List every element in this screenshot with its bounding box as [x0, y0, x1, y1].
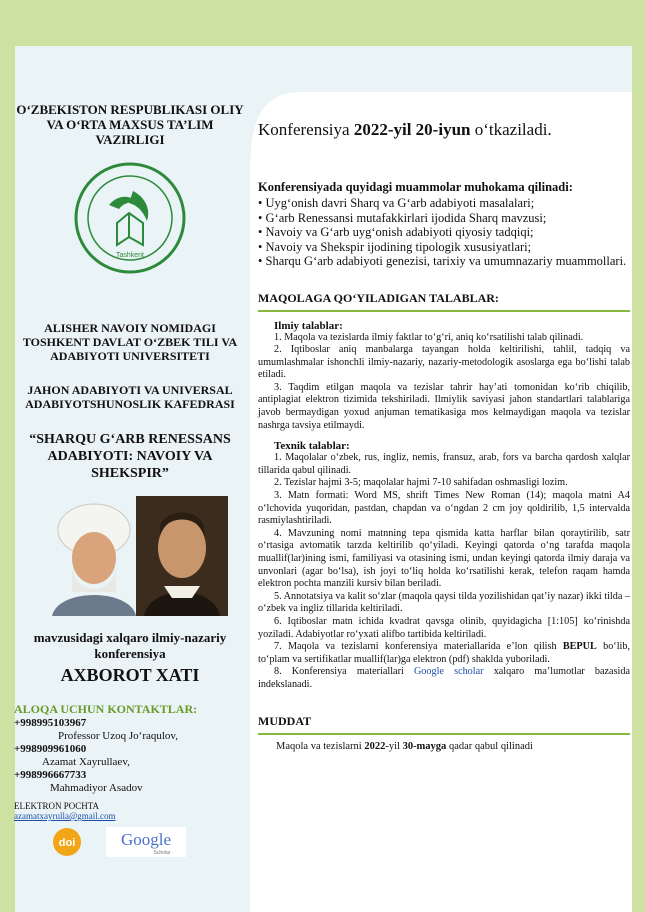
technical-item-2: 2. Tezislar hajmi 3-5; maqolalar hajmi 7-10 sahifadan oshmasligi lozim.: [274, 477, 568, 489]
contact-phone-3[interactable]: +998996667733: [14, 769, 87, 781]
information-letter-title: AXBOROT XATI: [60, 665, 200, 685]
deadline-text: Maqola va tezislarni 2022-yil 30-mayga qadar qabul qilinadi: [276, 740, 533, 752]
free-label: BEPUL: [562, 641, 597, 653]
email-link[interactable]: azamatxayrulla@gmail.com: [14, 811, 116, 821]
list-item: • Navoiy va G‘arb uyg‘onish adabiyoti qiyosiy tadqiqi;: [258, 225, 534, 239]
issues-list: [258, 196, 630, 269]
svg-text:Scholar: Scholar: [153, 850, 171, 856]
doi-logo: [52, 827, 82, 857]
conference-date: 2022-yil 20-iyun: [353, 120, 471, 139]
conference-date-line: Konferensiya 2022-yil 20-iyun o‘tkaziladi.: [258, 120, 552, 139]
technical-item-6: 6. Iqtiboslar matn ichida kvadrat qavsga olinib, quyidagicha [1:105] ko‘rinishda yoziladi. Adabiyotlar ro‘yxati alifbo tartibida keltiriladi.: [258, 615, 630, 640]
contact-phone-1[interactable]: +998995103967: [14, 717, 87, 729]
portraits-image: [32, 496, 228, 616]
deadline-heading: MUDDAT: [258, 714, 630, 735]
conference-type: mavzusidagi xalqaro ilmiy-nazariy konferensiya: [33, 630, 227, 661]
technical-item-5: 5. Annotatsiya va kalit so‘zlar (maqola qaysi tilda yozilishidan qat’iy nazar) ikki tilda – o‘zbek va ingliz tillarida keltiriladi.: [258, 590, 630, 615]
technical-item-3: 3. Matn formati: Word MS, shrift Times New Roman (14); maqola matni A4 o‘lchovida yuqoridan, pastdan, chapdan va o‘ngdan 2 cm joy qoldirilib, 1,5 intervalda rasmiylashtiriladi.: [258, 490, 630, 527]
scientific-item-1: 1. Maqola va tezislarda ilmiy faktlar to‘g‘ri, aniq ko‘rsatilishi talab qilinadi.: [274, 331, 584, 343]
technical-item-8: 8. Konferensiya materiallari Google scholar xalqaro ma’lumotlar bazasida indekslanadi.: [258, 666, 630, 690]
contact-name-1: Professor Uzoq Jo‘raqulov,: [58, 730, 178, 742]
index-badges: [14, 827, 246, 857]
contacts-heading: ALOQA UCHUN KONTAKTLAR:: [14, 702, 198, 716]
technical-item-4: 4. Mavzuning nomi matnning tepa qismida katta harflar bilan qoraytirilib, satr o‘rtasiga avtomatik tarzda keltirilib qo‘yiladi. Keyingi qatorda o‘ng tarafda maqola muallif(lar)ining ismi, familiyasi va otasining ismi, undan keyingi qatorda ilmiy daraja va unvonlari (agar bo‘lsa), ish joyi to‘liq holda ko‘rsatilishi kerak, telefon raqam hamda elektron pochta manzili kursiv bilan beriladi.: [258, 527, 630, 590]
google-scholar-link[interactable]: Google scholar: [413, 666, 484, 678]
contact-phone-2[interactable]: +998909961060: [14, 743, 87, 755]
university-logo: [73, 161, 187, 275]
list-item: • Navoiy va Shekspir ijodining tipologik xususiyatlari;: [258, 239, 532, 254]
technical-requirements-heading: Texnik talablar:: [274, 440, 350, 453]
list-item: • G‘arb Renessansi mutafakkirlari ijodida Sharq mavzusi;: [258, 210, 547, 225]
university-heading: ALISHER NAVOIY NOMIDAGI TOSHKENT DAVLAT O‘ZBEK TILI VA ADABIYOTI UNIVERSITETI: [22, 321, 238, 363]
conference-topic: “SHARQU G‘ARB RENESSANS ADABIYOTI: NAVOIY VA SHEKSPIR”: [29, 432, 231, 481]
scientific-item-2: 2. Iqtiboslar aniq manbalarga tayangan holda keltirilishi, tahlil, tadqiq va umumlashmalar ishonchli ilmiy-nazariy, nazariy-metodologik asoslarga ega bo‘lishi talab etiladi.: [258, 344, 630, 381]
svg-text:Google: Google: [120, 830, 172, 849]
requirements-heading: MAQOLAGA QO‘YILADIGAN TALABLAR:: [258, 291, 630, 312]
scientific-requirements-heading: Ilmiy talablar:: [274, 319, 343, 332]
issues-heading: Konferensiyada quyidagi muammolar muhokama qilinadi:: [258, 180, 573, 194]
contact-name-3: Mahmadiyor Asadov: [50, 782, 143, 794]
deadline-date: 30-mayga: [402, 740, 447, 752]
ministry-heading: O‘ZBEKISTON RESPUBLIKASI OLIY VA O‘RTA MAXSUS TA’LIM VAZIRLIGI: [16, 102, 244, 147]
google-scholar-logo: [106, 827, 186, 857]
email-label: ELEKTRON POCHTA: [14, 801, 100, 811]
svg-text:doi: doi: [58, 837, 76, 849]
scientific-item-3: 3. Taqdim etilgan maqola va tezislar tahrir hay’ati tomonidan ko‘rib chiqilib, antiplagiat elektron tizimida tekshiriladi. Ilmiylik saviyasi jahon standartlari talablariga javob bermaydigan yoxud anjuman tematikasiga mos kelmaydigan maqola va tezislar nashrga tavsiya etilmaydi.: [258, 381, 630, 431]
list-item: • Sharqu G‘arb adabiyoti genezisi, tarixiy va umumnazariy muammollari.: [258, 254, 627, 268]
contact-name-2: Azamat Xayrullaev,: [42, 756, 130, 768]
list-item: • Uyg‘onish davri Sharq va G‘arb adabiyoti masalalari;: [258, 196, 535, 210]
right-column: [258, 120, 630, 752]
technical-item-7: 7. Maqola va tezislarni konferensiya materiallarida e’lon qilish BEPUL bo‘lib, to‘plam va sertifikatlar muallif(lar)ga elektron (pdf) shaklda yuboriladi.: [258, 641, 630, 665]
logo-caption: Tashkent: [115, 252, 145, 259]
left-column: [14, 94, 246, 857]
technical-item-1: 1. Maqolalar o‘zbek, rus, ingliz, nemis, fransuz, arab, fors va barcha qardosh xalqlar tillarida qabul qilinadi.: [258, 452, 630, 476]
department-heading: JAHON ADABIYOTI VA UNIVERSAL ADABIYOTSHUNOSLIK KAFEDRASI: [25, 383, 235, 411]
